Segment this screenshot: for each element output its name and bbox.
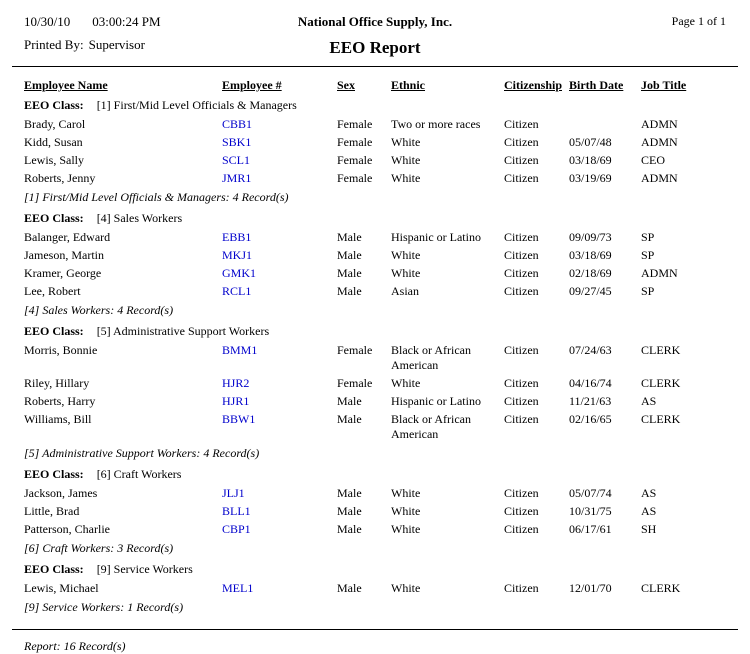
citizenship-cell: Citizen	[504, 485, 539, 500]
eeo-class-header	[24, 465, 726, 484]
report-header	[24, 14, 726, 58]
eeo-group	[24, 465, 726, 560]
citizenship-cell: Citizen	[504, 247, 539, 262]
ethnic-cell: Black or African American	[391, 411, 471, 441]
header-center	[298, 14, 452, 58]
company-name: National Office Supply, Inc.	[297, 14, 453, 29]
employee-number-link[interactable]: EBB1	[222, 229, 252, 244]
ethnic-cell: White	[391, 580, 421, 595]
eeo-class-label: EEO Class:	[24, 562, 84, 576]
eeo-class-header	[24, 96, 726, 115]
ethnic-cell: White	[391, 503, 421, 518]
ethnic-cell: White	[391, 265, 421, 280]
job-title-cell: AS	[641, 503, 657, 518]
employee-name-cell: Jameson, Martin	[24, 247, 104, 262]
employee-name-cell: Little, Brad	[24, 503, 80, 518]
sex-cell: Female	[337, 375, 373, 390]
ethnic-cell: White	[391, 521, 421, 536]
employee-name-cell: Lee, Robert	[24, 283, 81, 298]
sex-cell: Male	[337, 247, 362, 262]
table-row	[24, 169, 726, 187]
page-indicator: Page 1 of 1	[671, 14, 726, 28]
table-row	[24, 228, 726, 246]
birth-date-cell: 12/01/70	[569, 580, 612, 595]
table-row	[24, 520, 726, 538]
sex-cell: Female	[337, 134, 373, 149]
job-title-cell: CLERK	[641, 375, 681, 390]
citizenship-cell: Citizen	[504, 342, 539, 357]
ethnic-cell: Black or African American	[391, 342, 471, 372]
table-row	[24, 392, 726, 410]
employee-name-cell: Morris, Bonnie	[24, 342, 98, 357]
ethnic-cell: Two or more races	[391, 116, 481, 131]
ethnic-cell: Hispanic or Latino	[391, 229, 481, 244]
sex-cell: Male	[337, 580, 362, 595]
ethnic-cell: White	[391, 152, 421, 167]
eeo-class-header	[24, 560, 726, 579]
birth-date-cell: 04/16/74	[569, 375, 612, 390]
column-header: Ethnic	[391, 78, 426, 92]
column-header: Sex	[337, 78, 355, 92]
ethnic-cell: White	[391, 134, 421, 149]
ethnic-cell: White	[391, 375, 421, 390]
report-title: EEO Report	[329, 38, 421, 57]
eeo-class-value: [9] Service Workers	[96, 562, 193, 576]
report-time: 03:00:24 PM	[92, 14, 161, 29]
printed-by-line	[24, 37, 298, 53]
job-title-cell: CEO	[641, 152, 665, 167]
birth-date-cell: 10/31/75	[569, 503, 612, 518]
group-footer: [5] Administrative Support Workers: 4 Record(s)	[24, 446, 260, 460]
employee-number-link[interactable]: MEL1	[222, 580, 254, 595]
employee-name-cell: Kramer, George	[24, 265, 102, 280]
group-rows	[24, 579, 726, 597]
job-title-cell: SP	[641, 229, 655, 244]
eeo-class-value: [1] First/Mid Level Officials & Managers	[96, 98, 297, 112]
employee-number-link[interactable]: HJR2	[222, 375, 250, 390]
birth-date-cell: 05/07/48	[569, 134, 612, 149]
sex-cell: Male	[337, 411, 362, 426]
sex-cell: Male	[337, 229, 362, 244]
table-row	[24, 151, 726, 169]
table-row	[24, 133, 726, 151]
employee-name-cell: Riley, Hillary	[24, 375, 90, 390]
job-title-cell: SP	[641, 247, 655, 262]
table-row	[24, 374, 726, 392]
eeo-class-label: EEO Class:	[24, 324, 84, 338]
column-headers	[24, 78, 726, 93]
table-row	[24, 502, 726, 520]
job-title-cell: ADMN	[641, 265, 678, 280]
column-header: Citizenship	[504, 78, 563, 92]
citizenship-cell: Citizen	[504, 411, 539, 426]
employee-number-link[interactable]: CBB1	[222, 116, 253, 131]
citizenship-cell: Citizen	[504, 229, 539, 244]
citizenship-cell: Citizen	[504, 170, 539, 185]
ethnic-cell: White	[391, 170, 421, 185]
eeo-class-label: EEO Class:	[24, 98, 84, 112]
eeo-group	[24, 560, 726, 619]
sex-cell: Female	[337, 152, 373, 167]
employee-name-cell: Kidd, Susan	[24, 134, 83, 149]
citizenship-cell: Citizen	[504, 265, 539, 280]
job-title-cell: SP	[641, 283, 655, 298]
birth-date-cell: 03/19/69	[569, 170, 612, 185]
employee-name-cell: Roberts, Jenny	[24, 170, 96, 185]
footer-rule	[12, 629, 738, 630]
employee-name-cell: Jackson, James	[24, 485, 98, 500]
job-title-cell: SH	[641, 521, 657, 536]
employee-number-link[interactable]: RCL1	[222, 283, 252, 298]
printed-by-label: Printed By:	[24, 37, 84, 52]
job-title-cell: AS	[641, 485, 657, 500]
employee-name-cell: Patterson, Charlie	[24, 521, 110, 536]
table-row	[24, 484, 726, 502]
employee-number-link[interactable]: SBK1	[222, 134, 252, 149]
citizenship-cell: Citizen	[504, 393, 539, 408]
job-title-cell: CLERK	[641, 342, 681, 357]
ethnic-cell: White	[391, 485, 421, 500]
citizenship-cell: Citizen	[504, 134, 539, 149]
employee-number-link[interactable]: HJR1	[222, 393, 250, 408]
citizenship-cell: Citizen	[504, 375, 539, 390]
citizenship-cell: Citizen	[504, 521, 539, 536]
job-title-cell: CLERK	[641, 580, 681, 595]
employee-name-cell: Lewis, Michael	[24, 580, 99, 595]
job-title-cell: ADMN	[641, 116, 678, 131]
table-row	[24, 115, 726, 133]
group-footer: [9] Service Workers: 1 Record(s)	[24, 600, 184, 614]
sex-cell: Male	[337, 393, 362, 408]
eeo-class-label: EEO Class:	[24, 467, 84, 481]
date-time-line	[24, 14, 298, 30]
employee-number-link[interactable]: JMR1	[222, 170, 252, 185]
job-title-cell: AS	[641, 393, 657, 408]
table-row	[24, 579, 726, 597]
column-header: Employee Name	[24, 78, 108, 92]
table-row	[24, 341, 726, 374]
table-row	[24, 246, 726, 264]
eeo-class-value: [6] Craft Workers	[96, 467, 182, 481]
birth-date-cell: 06/17/61	[569, 521, 612, 536]
group-footer: [4] Sales Workers: 4 Record(s)	[24, 303, 174, 317]
employee-number-link[interactable]: MKJ1	[222, 247, 253, 262]
citizenship-cell: Citizen	[504, 116, 539, 131]
citizenship-cell: Citizen	[504, 152, 539, 167]
sex-cell: Female	[337, 342, 373, 357]
employee-number-link[interactable]: BBW1	[222, 411, 256, 426]
sex-cell: Male	[337, 521, 362, 536]
printed-by-value: Supervisor	[88, 37, 145, 52]
group-rows	[24, 484, 726, 538]
table-row	[24, 264, 726, 282]
sex-cell: Female	[337, 116, 373, 131]
job-title-cell: CLERK	[641, 411, 681, 426]
sex-cell: Male	[337, 503, 362, 518]
employee-number-link[interactable]: BLL1	[222, 503, 251, 518]
employee-number-link[interactable]: JLJ1	[222, 485, 245, 500]
table-row	[24, 410, 726, 443]
report-date: 10/30/10	[24, 14, 71, 29]
column-header: Job Title	[641, 78, 687, 92]
eeo-class-header	[24, 322, 726, 341]
table-row	[24, 282, 726, 300]
employee-number-link[interactable]: CBP1	[222, 521, 251, 536]
eeo-class-header	[24, 209, 726, 228]
job-title-cell: ADMN	[641, 170, 678, 185]
ethnic-cell: White	[391, 247, 421, 262]
employee-name-cell: Williams, Bill	[24, 411, 92, 426]
eeo-class-value: [4] Sales Workers	[96, 211, 183, 225]
citizenship-cell: Citizen	[504, 503, 539, 518]
employee-name-cell: Brady, Carol	[24, 116, 86, 131]
sex-cell: Male	[337, 283, 362, 298]
employee-name-cell: Balanger, Edward	[24, 229, 111, 244]
group-rows	[24, 341, 726, 443]
ethnic-cell: Asian	[391, 283, 419, 298]
employee-number-link[interactable]: BMM1	[222, 342, 258, 357]
report-body	[24, 96, 726, 619]
employee-name-cell: Roberts, Harry	[24, 393, 96, 408]
sex-cell: Female	[337, 170, 373, 185]
group-rows	[24, 228, 726, 300]
birth-date-cell: 03/18/69	[569, 152, 612, 167]
employee-number-link[interactable]: SCL1	[222, 152, 251, 167]
employee-number-link[interactable]: GMK1	[222, 265, 257, 280]
ethnic-cell: Hispanic or Latino	[391, 393, 481, 408]
column-header: Birth Date	[569, 78, 624, 92]
eeo-group	[24, 322, 726, 465]
column-header: Employee #	[222, 78, 282, 92]
eeo-group	[24, 96, 726, 209]
group-rows	[24, 115, 726, 187]
sex-cell: Male	[337, 485, 362, 500]
report-footer: Report: 16 Record(s)	[24, 639, 126, 653]
birth-date-cell: 09/09/73	[569, 229, 612, 244]
header-left	[24, 14, 298, 53]
employee-name-cell: Lewis, Sally	[24, 152, 84, 167]
job-title-cell: ADMN	[641, 134, 678, 149]
birth-date-cell: 02/18/69	[569, 265, 612, 280]
group-footer: [6] Craft Workers: 3 Record(s)	[24, 541, 174, 555]
birth-date-cell: 03/18/69	[569, 247, 612, 262]
birth-date-cell: 09/27/45	[569, 283, 612, 298]
eeo-class-label: EEO Class:	[24, 211, 84, 225]
header-rule	[12, 66, 738, 67]
eeo-group	[24, 209, 726, 322]
birth-date-cell: 02/16/65	[569, 411, 612, 426]
eeo-class-value: [5] Administrative Support Workers	[96, 324, 270, 338]
citizenship-cell: Citizen	[504, 283, 539, 298]
sex-cell: Male	[337, 265, 362, 280]
group-footer: [1] First/Mid Level Officials & Managers: 4 Record(s)	[24, 190, 289, 204]
birth-date-cell: 11/21/63	[569, 393, 612, 408]
birth-date-cell: 05/07/74	[569, 485, 612, 500]
birth-date-cell: 07/24/63	[569, 342, 612, 357]
citizenship-cell: Citizen	[504, 580, 539, 595]
